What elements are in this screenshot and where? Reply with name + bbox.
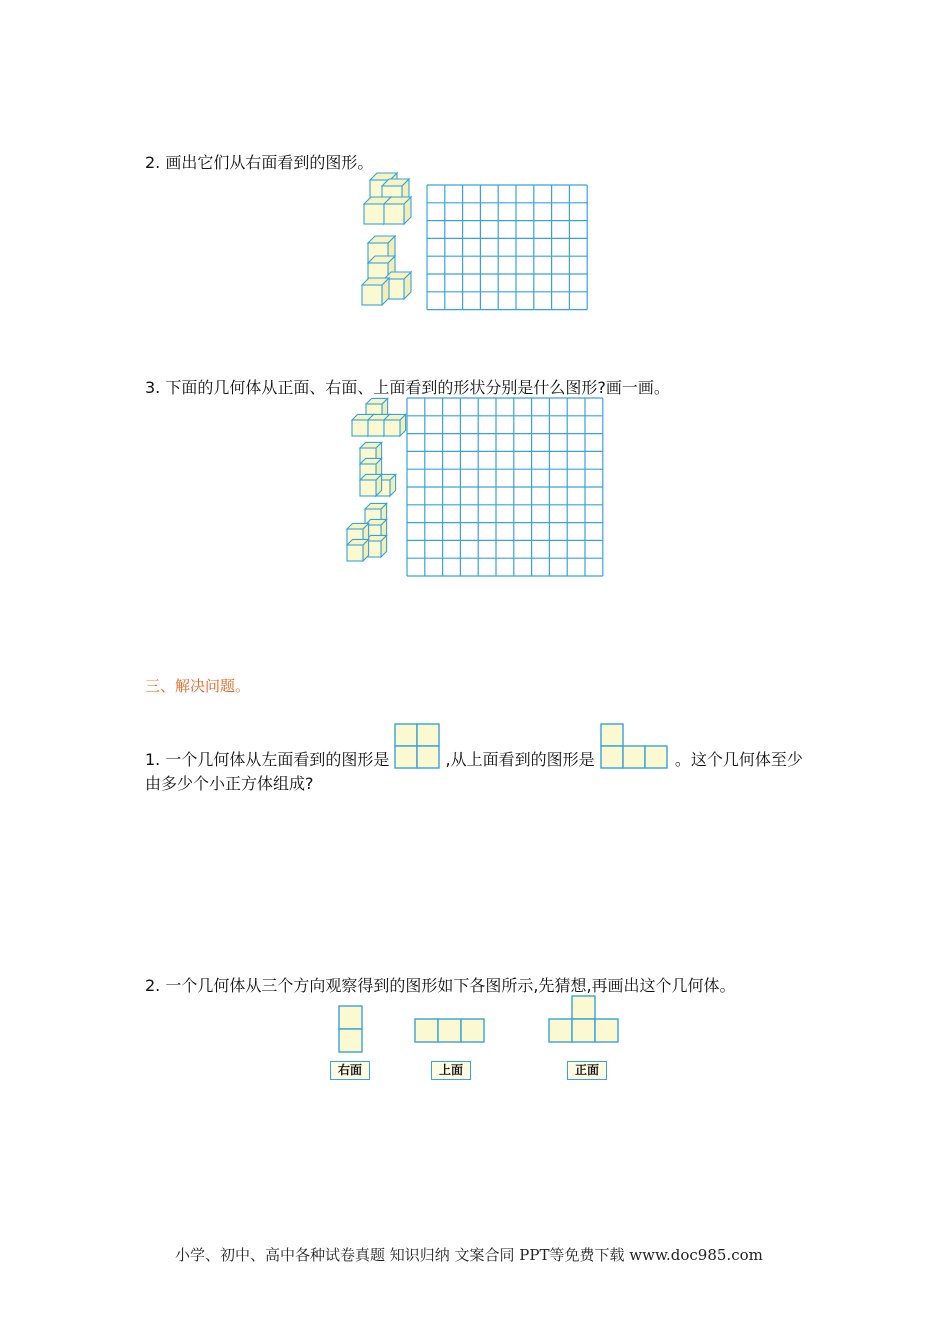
drawing-grid-1[interactable] [426, 184, 589, 308]
section-heading: 三、解决问题。 [145, 677, 251, 695]
right-view-shape [338, 1005, 364, 1055]
label-top-view: 上面 [431, 1061, 471, 1080]
cube-face [364, 204, 384, 224]
front-view-shape [548, 995, 622, 1045]
q1-text-c: 。这个几何体至少 [674, 750, 803, 769]
label-right-view: 右面 [330, 1061, 370, 1080]
cube-figure-2 [358, 235, 418, 315]
cube-face [347, 545, 363, 561]
cube-figure-right [356, 442, 401, 498]
cube-face [384, 420, 400, 436]
cube-face [384, 204, 404, 224]
cube-face [360, 480, 376, 496]
cube-figure-top [343, 503, 393, 563]
left-view-figure [394, 723, 440, 769]
footer-text: 小学、初中、高中各种试卷真题 知识归纳 文案合同 PPT等免费下载 www.doc985.com [175, 1246, 763, 1264]
cube-face [352, 420, 368, 436]
part3-question-2-text: 2. 一个几何体从三个方向观察得到的图形如下各图所示,先猜想,再画出这个几何体。 [145, 976, 736, 995]
top-view-figure [600, 723, 670, 769]
cube-figure-front [350, 398, 410, 438]
cube-figure-1 [360, 170, 420, 230]
part3-question-1-line1 [145, 725, 803, 771]
cube-face [362, 285, 382, 305]
question-2-text: 2. 画出它们从右面看到的图形。 [145, 153, 374, 172]
question-3-text: 3. 下面的几何体从正面、右面、上面看到的形状分别是什么图形?画一画。 [145, 378, 670, 397]
cube-face [368, 420, 384, 436]
part3-question-1-line2: 由多少个小正方体组成? [145, 774, 314, 793]
top-view-shape [414, 1018, 488, 1044]
drawing-grid-2[interactable] [406, 397, 605, 574]
label-front-view: 正面 [567, 1061, 607, 1080]
q1-text-b: ,从上面看到的图形是 [445, 750, 595, 769]
q1-text-a: 1. 一个几何体从左面看到的图形是 [145, 750, 390, 769]
